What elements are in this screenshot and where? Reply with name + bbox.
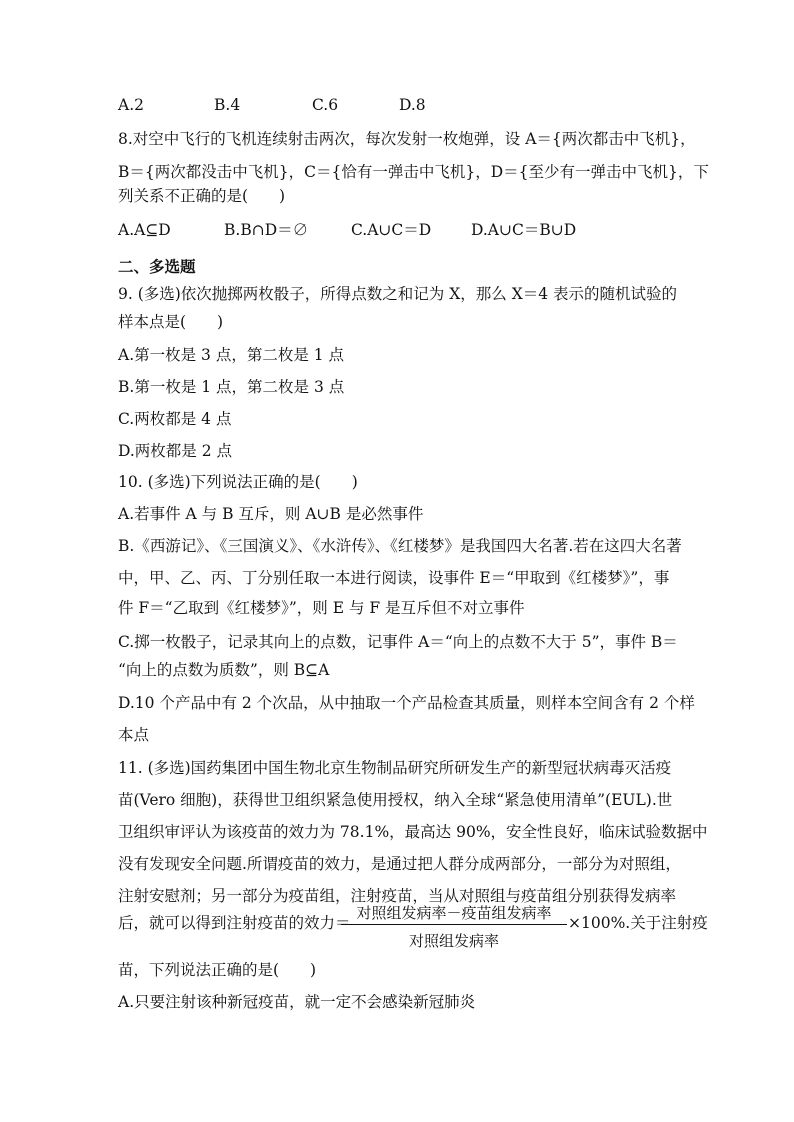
fraction-bar	[341, 924, 567, 925]
q7-option-b: B.4	[214, 96, 241, 114]
q7-option-d: D.8	[399, 96, 426, 114]
q8-line-2: B＝{两次都没击中飞机}，C＝{恰有一弹击中飞机}，D＝{至少有一弹击中飞机}，下	[118, 163, 709, 181]
q11-option-a: A.只要注射该种新冠疫苗，就一定不会感染新冠肺炎	[118, 993, 476, 1011]
q11-line-7: 苗，下列说法正确的是( )	[118, 961, 317, 979]
q8-option-b: B.B∩D＝∅	[224, 221, 309, 239]
q10-option-b-line-1: B.《西游记》、《三国演义》、《水浒传》、《红楼梦》是我国四大名著.若在这四大名著	[118, 537, 682, 555]
q9-option-c: C.两枚都是 4 点	[118, 410, 232, 428]
q10-option-b-line-2: 中，甲、乙、丙、丁分别任取一本进行阅读，设事件 E＝“甲取到《红楼梦》”，事	[118, 569, 670, 587]
q11-line-1: 11. (多选)国药集团中国生物北京生物制品研究所研发生产的新型冠状病毒灭活疫	[118, 759, 672, 777]
q7-option-c: C.6	[312, 96, 339, 114]
q11-line-5: 注射安慰剂；另一部分为疫苗组，注射疫苗，当从对照组与疫苗组分别获得发病率	[118, 887, 677, 905]
q8-line-3: 列关系不正确的是( )	[118, 187, 286, 205]
q10-option-a: A.若事件 A 与 B 互斥，则 A∪B 是必然事件	[118, 505, 424, 523]
q10-option-c-line-1: C.掷一枚骰子，记录其向上的点数，记事件 A＝“向上的点数不大于 5”，事件 B＝	[118, 633, 678, 651]
q9-option-a: A.第一枚是 3 点，第二枚是 1 点	[118, 346, 345, 364]
q8-option-c: C.A∪C＝D	[351, 221, 432, 239]
q11-formula-denominator: 对照组发病率	[408, 932, 499, 950]
q9-line-2: 样本点是( )	[118, 313, 224, 331]
q8-option-d: D.A∪C＝B∪D	[471, 221, 577, 239]
q9-line-1: 9. (多选)依次抛掷两枚骰子，所得点数之和记为 X，那么 X＝4 表示的随机试验的	[118, 285, 678, 303]
q8-line-1: 8.对空中飞行的飞机连续射击两次，每次发射一枚炮弹，设 A＝{两次都击中飞机}，	[118, 130, 696, 148]
section-title: 二、多选题	[118, 258, 196, 276]
q10-option-d-line-2: 本点	[118, 726, 150, 744]
q10-option-b-line-3: 件 F＝“乙取到《红楼梦》”，则 E 与 F 是互斥但不对立事件	[118, 599, 525, 617]
q8-option-a: A.A⊆D	[118, 221, 171, 239]
q11-line-2: 苗(Vero 细胞)，获得世卫组织紧急使用授权，纳入全球“紧急使用清单”(EUL).世	[118, 791, 673, 809]
q9-option-d: D.两枚都是 2 点	[118, 442, 233, 460]
q9-option-b: B.第一枚是 1 点，第二枚是 3 点	[118, 378, 345, 396]
q11-formula-suffix: ×100%.关于注射疫	[568, 914, 708, 932]
q11-formula-numerator: 对照组发病率－疫苗组发病率	[356, 904, 552, 922]
q7-option-a: A.2	[118, 96, 144, 114]
q10-option-c-line-2: “向上的点数为质数”，则 B⊆A	[118, 661, 330, 679]
q11-formula-prefix: 后，就可以得到注射疫苗的效力＝	[118, 914, 351, 932]
q10-line-1: 10. (多选)下列说法正确的是( )	[118, 473, 358, 491]
q11-line-3: 卫组织审评认为该疫苗的效力为 78.1%，最高达 90%，安全性良好，临床试验数据中	[118, 823, 708, 841]
q11-line-4: 没有发现安全问题.所谓疫苗的效力，是通过把人群分成两部分，一部分为对照组，	[118, 855, 681, 873]
q10-option-d-line-1: D.10 个产品中有 2 个次品，从中抽取一个产品检查其质量，则样本空间含有 2 个样	[118, 694, 695, 712]
